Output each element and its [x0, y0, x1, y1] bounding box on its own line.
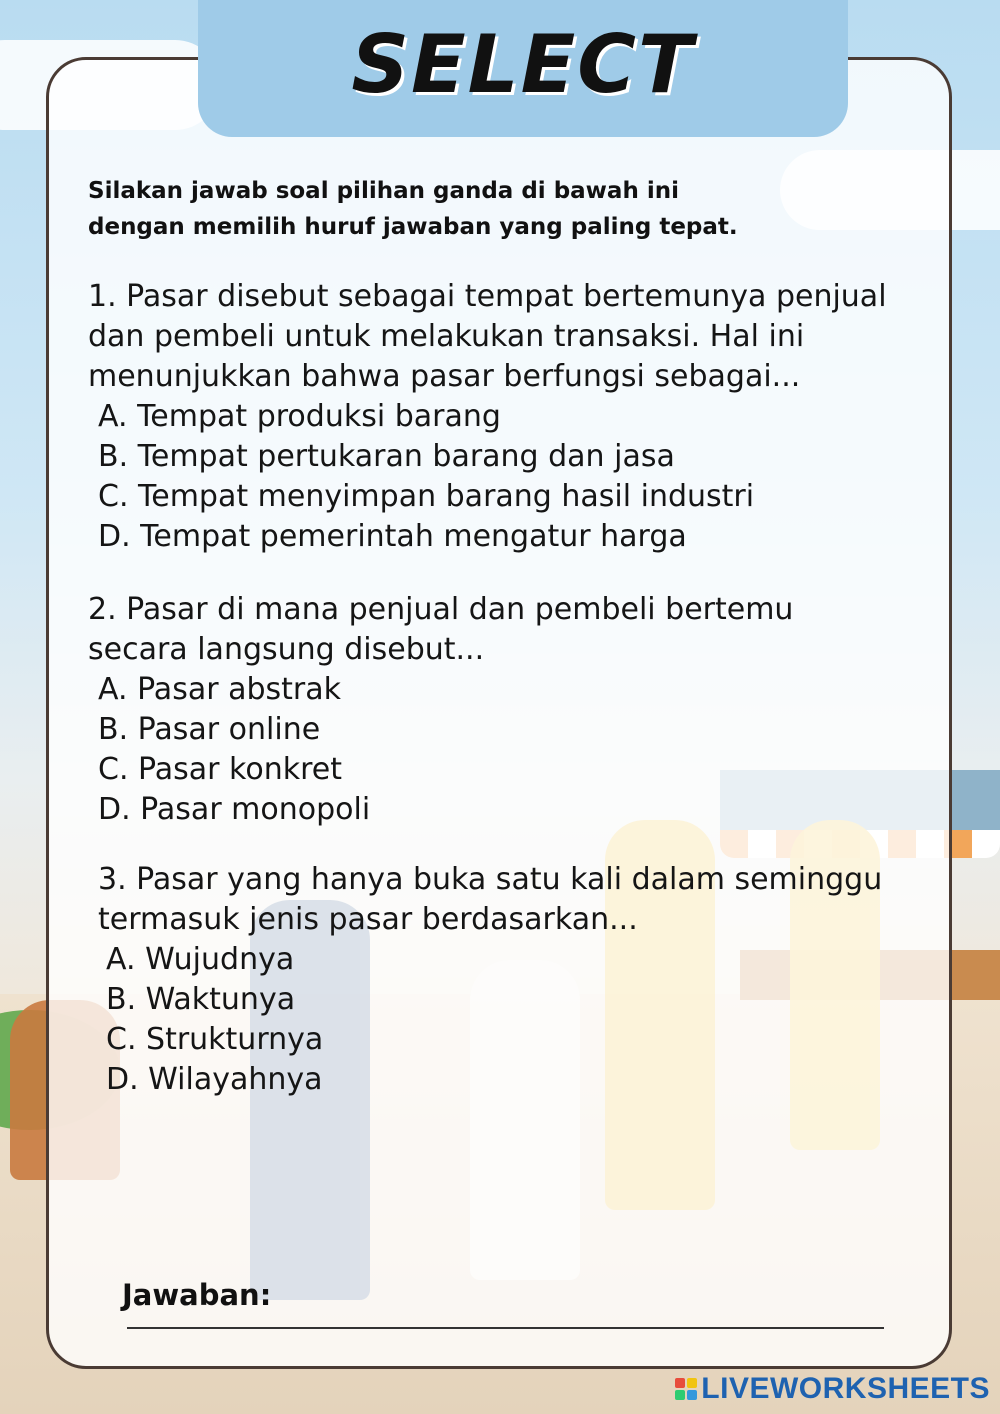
question-2: [88, 590, 948, 830]
question-text: dan pembeli untuk melakukan transaksi. Hal ini: [88, 319, 805, 354]
option-c[interactable]: C. Tempat menyimpan barang hasil industri: [98, 479, 755, 514]
question-text: termasuk jenis pasar berdasarkan...: [98, 902, 638, 937]
option-c[interactable]: C. Pasar konkret: [98, 752, 342, 787]
option-b[interactable]: B. Pasar online: [98, 712, 321, 747]
question-3: [88, 860, 948, 1100]
option-a[interactable]: A. Pasar abstrak: [98, 672, 341, 707]
question-text: 1. Pasar disebut sebagai tempat bertemunya penjual: [88, 279, 887, 314]
option-a[interactable]: A. Tempat produksi barang: [98, 399, 501, 434]
question-text: secara langsung disebut...: [88, 632, 485, 667]
instructions-line: Silakan jawab soal pilihan ganda di bawah ini: [88, 178, 679, 204]
instructions-line: dengan memilih huruf jawaban yang paling tepat.: [88, 214, 738, 240]
option-d[interactable]: D. Tempat pemerintah mengatur harga: [98, 519, 687, 554]
header-tab: [198, 0, 848, 137]
option-d[interactable]: D. Pasar monopoli: [98, 792, 371, 827]
question-text: 2. Pasar di mana penjual dan pembeli bertemu: [88, 592, 794, 627]
option-a[interactable]: A. Wujudnya: [106, 942, 295, 977]
answer-input-line[interactable]: [127, 1327, 884, 1329]
option-b[interactable]: B. Tempat pertukaran barang dan jasa: [98, 439, 675, 474]
question-text: menunjukkan bahwa pasar berfungsi sebagai...: [88, 359, 801, 394]
option-d[interactable]: D. Wilayahnya: [106, 1062, 323, 1097]
instructions: [88, 173, 848, 245]
question-text: 3. Pasar yang hanya buka satu kali dalam seminggu: [98, 862, 883, 897]
option-c[interactable]: C. Strukturnya: [106, 1022, 324, 1057]
brand-name: LIVEWORKSHEETS: [701, 1372, 990, 1405]
liveworksheets-icon: [675, 1378, 697, 1400]
option-b[interactable]: B. Waktunya: [106, 982, 296, 1017]
brand-logo: [675, 1372, 990, 1406]
answer-label: Jawaban:: [122, 1278, 272, 1312]
question-1: [88, 277, 948, 557]
page-title: SELECT: [351, 18, 695, 111]
